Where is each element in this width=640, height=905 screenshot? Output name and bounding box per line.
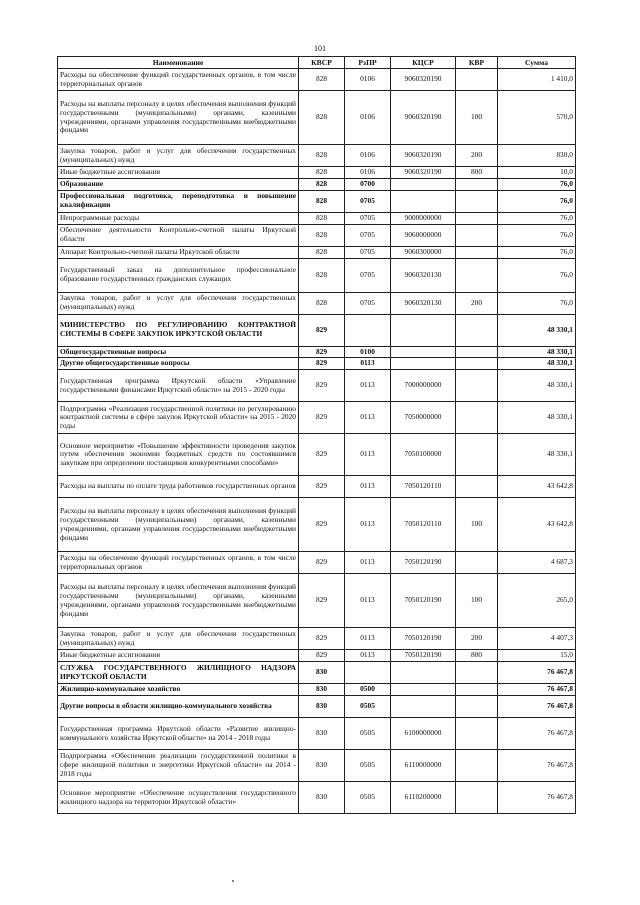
cell-kcsr: 7050120110 — [391, 476, 456, 498]
cell-kvr: 200 — [456, 145, 498, 167]
cell-rzpr: 0500 — [345, 684, 391, 696]
cell-rzpr: 0106 — [345, 91, 391, 145]
cell-name: Основное мероприятие «Повышение эффективности проведения закупок путем обеспечения экономии бюджетных средств по состоявшимся закупкам при определении поставщиков конкурентными способами» — [58, 434, 299, 476]
cell-rzpr: 0113 — [345, 628, 391, 650]
cell-rzpr: 0113 — [345, 402, 391, 434]
cell-kcsr — [391, 358, 456, 370]
cell-rzpr: 0106 — [345, 69, 391, 91]
cell-kvr — [456, 178, 498, 190]
cell-name: Расходы на выплаты персоналу в целях обеспечения выполнения функций государственными (муниципальными) органами, казенными учреждениями, органами управления государственными внебюджетными фондами — [58, 574, 299, 628]
cell-rzpr: 0505 — [345, 782, 391, 814]
cell-kvr — [456, 258, 498, 292]
cell-sum: 76,0 — [498, 190, 576, 212]
cell-kcsr: 6110200000 — [391, 782, 456, 814]
cell-kvsr: 828 — [299, 190, 345, 212]
cell-kcsr: 6110000000 — [391, 750, 456, 782]
cell-kvr — [456, 696, 498, 718]
table-row — [58, 782, 576, 814]
cell-kvsr: 828 — [299, 167, 345, 179]
cell-sum: 15,0 — [498, 650, 576, 662]
cell-kvsr: 829 — [299, 628, 345, 650]
cell-name: Государственная программа Иркутской области «Управление государственными финансами Иркутской области» на 2015 - 2020 годы — [58, 370, 299, 402]
table-row — [58, 402, 576, 434]
cell-sum: 1 410,0 — [498, 69, 576, 91]
cell-sum: 830,0 — [498, 145, 576, 167]
cell-sum: 43 642,8 — [498, 498, 576, 552]
cell-kvsr: 828 — [299, 178, 345, 190]
cell-kvr: 200 — [456, 292, 498, 314]
cell-name: Государственная программа Иркутской области «Развитие жилищно-коммунального хозяйства Иркутской области» на 2014 - 2018 годы — [58, 718, 299, 750]
cell-sum: 48 330,1 — [498, 370, 576, 402]
cell-sum: 76,0 — [498, 224, 576, 246]
cell-kcsr: 9060320190 — [391, 145, 456, 167]
column-header-rzpr: РзПР — [345, 57, 391, 69]
table-row — [58, 190, 576, 212]
cell-sum: 76 467,8 — [498, 750, 576, 782]
cell-kvsr: 830 — [299, 662, 345, 684]
cell-kvr: 800 — [456, 650, 498, 662]
table-header-row — [58, 57, 576, 69]
cell-name: Другие вопросы в области жилищно-коммунального хозяйства — [58, 696, 299, 718]
cell-kcsr: 7050000000 — [391, 402, 456, 434]
cell-sum: 76 467,8 — [498, 662, 576, 684]
cell-sum: 76,0 — [498, 246, 576, 258]
table-row — [58, 750, 576, 782]
cell-kvsr: 828 — [299, 258, 345, 292]
table-row — [58, 246, 576, 258]
cell-kvr: 100 — [456, 574, 498, 628]
cell-kvr — [456, 370, 498, 402]
table-row — [58, 212, 576, 224]
table-row — [58, 718, 576, 750]
cell-rzpr: 0100 — [345, 346, 391, 358]
cell-kvsr: 830 — [299, 782, 345, 814]
cell-name: Иные бюджетные ассигнования — [58, 650, 299, 662]
cell-kvr — [456, 190, 498, 212]
cell-rzpr: 0106 — [345, 167, 391, 179]
cell-kvsr: 828 — [299, 91, 345, 145]
cell-kcsr: 7050120190 — [391, 574, 456, 628]
cell-kvsr: 829 — [299, 434, 345, 476]
table-row — [58, 574, 576, 628]
cell-name: Образование — [58, 178, 299, 190]
cell-sum: 76,0 — [498, 258, 576, 292]
cell-kcsr: 7050120190 — [391, 552, 456, 574]
table-row — [58, 662, 576, 684]
cell-sum: 4 687,3 — [498, 552, 576, 574]
cell-kvsr: 830 — [299, 684, 345, 696]
cell-name: Подпрограмма «Реализация государственной политики по регулированию контрактной системы в сфере закупок Иркутской области» на 2015 - 2020 годы — [58, 402, 299, 434]
cell-kvsr: 830 — [299, 718, 345, 750]
cell-kcsr: 9060320130 — [391, 292, 456, 314]
table-row — [58, 167, 576, 179]
cell-kvr: 100 — [456, 91, 498, 145]
cell-name: Профессиональная подготовка, переподготовка и повышение квалификации — [58, 190, 299, 212]
cell-kcsr: 7000000000 — [391, 370, 456, 402]
cell-sum: 48 330,1 — [498, 434, 576, 476]
table-row — [58, 346, 576, 358]
cell-kvr — [456, 684, 498, 696]
cell-name: Непрограммные расходы — [58, 212, 299, 224]
cell-name: Подпрограмма «Обеспечение реализации государственной политики в сфере жилищной политики и энергетики Иркутской области» на 2014 - 2018 годы — [58, 750, 299, 782]
cell-rzpr — [345, 314, 391, 346]
cell-kvr — [456, 782, 498, 814]
column-header-kcsr: КЦСР — [391, 57, 456, 69]
cell-sum: 570,0 — [498, 91, 576, 145]
cell-kcsr — [391, 314, 456, 346]
cell-name: Основное мероприятие «Обеспечение осуществления государственного жилищного надзора на территории Иркутской области» — [58, 782, 299, 814]
cell-kcsr: 9060000000 — [391, 224, 456, 246]
cell-rzpr: 0113 — [345, 574, 391, 628]
cell-kvsr: 829 — [299, 314, 345, 346]
cell-kcsr: 9060320190 — [391, 91, 456, 145]
cell-rzpr: 0113 — [345, 498, 391, 552]
cell-sum: 76,0 — [498, 292, 576, 314]
cell-name: Аппарат Контрольно-счетной палаты Иркутской области — [58, 246, 299, 258]
cell-rzpr: 0705 — [345, 258, 391, 292]
cell-sum: 43 642,8 — [498, 476, 576, 498]
cell-kvsr: 830 — [299, 750, 345, 782]
cell-sum: 76,0 — [498, 212, 576, 224]
cell-kcsr: 9000000000 — [391, 212, 456, 224]
cell-kvsr: 828 — [299, 145, 345, 167]
column-header-kvsr: КВСР — [299, 57, 345, 69]
cell-kvr — [456, 750, 498, 782]
table-row — [58, 91, 576, 145]
cell-kvsr: 828 — [299, 69, 345, 91]
cell-rzpr: 0705 — [345, 212, 391, 224]
cell-sum: 76 467,8 — [498, 696, 576, 718]
table-row — [58, 628, 576, 650]
cell-sum: 76 467,8 — [498, 782, 576, 814]
cell-rzpr: 0113 — [345, 358, 391, 370]
cell-rzpr: 0113 — [345, 476, 391, 498]
cell-rzpr: 0705 — [345, 292, 391, 314]
cell-kcsr: 7050120190 — [391, 650, 456, 662]
table-row — [58, 145, 576, 167]
column-header-kvr: КВР — [456, 57, 498, 69]
cell-kvr — [456, 246, 498, 258]
table-body — [58, 69, 576, 814]
cell-kvsr: 829 — [299, 346, 345, 358]
cell-kvsr: 829 — [299, 498, 345, 552]
cell-rzpr: 0705 — [345, 246, 391, 258]
cell-name: Другие общегосударственные вопросы — [58, 358, 299, 370]
cell-sum: 76 467,8 — [498, 684, 576, 696]
cell-kcsr — [391, 662, 456, 684]
table-row — [58, 292, 576, 314]
table-row — [58, 370, 576, 402]
cell-name: Иные бюджетные ассигнования — [58, 167, 299, 179]
cell-kvr — [456, 212, 498, 224]
cell-rzpr: 0113 — [345, 370, 391, 402]
cell-name: СЛУЖБА ГОСУДАРСТВЕННОГО ЖИЛИЩНОГО НАДЗОРА ИРКУТСКОЙ ОБЛАСТИ — [58, 662, 299, 684]
cell-rzpr — [345, 662, 391, 684]
cell-name: Расходы на выплаты персоналу в целях обеспечения выполнения функций государственными (муниципальными) органами, казенными учреждениями, органами управления государственными внебюджетными фондами — [58, 91, 299, 145]
cell-kcsr: 9060320190 — [391, 167, 456, 179]
cell-rzpr: 0113 — [345, 552, 391, 574]
cell-kcsr: 7050100000 — [391, 434, 456, 476]
cell-name: Обеспечение деятельности Контрольно-счетной палаты Иркутской области — [58, 224, 299, 246]
cell-sum: 76,0 — [498, 178, 576, 190]
page-number: 101 — [314, 44, 326, 53]
cell-kvr: 200 — [456, 628, 498, 650]
table-row — [58, 178, 576, 190]
table-row — [58, 258, 576, 292]
table-row — [58, 434, 576, 476]
table-row — [58, 224, 576, 246]
cell-kcsr: 9060320190 — [391, 69, 456, 91]
cell-name: Расходы на обеспечение функций государственных органов, в том числе территориальных органов — [58, 69, 299, 91]
cell-kcsr: 9060320130 — [391, 258, 456, 292]
cell-rzpr: 0705 — [345, 190, 391, 212]
table-row — [58, 650, 576, 662]
cell-kvsr: 829 — [299, 358, 345, 370]
cell-kvr — [456, 662, 498, 684]
cell-rzpr: 0700 — [345, 178, 391, 190]
cell-kvsr: 829 — [299, 476, 345, 498]
cell-sum: 48 330,1 — [498, 358, 576, 370]
cell-kvr — [456, 434, 498, 476]
cell-kvr — [456, 402, 498, 434]
cell-kvsr: 828 — [299, 292, 345, 314]
cell-kvr — [456, 358, 498, 370]
cell-kvsr: 829 — [299, 650, 345, 662]
cell-kcsr — [391, 178, 456, 190]
table-row — [58, 314, 576, 346]
cell-name: Расходы на выплаты персоналу в целях обеспечения выполнения функций государственными (муниципальными) органами, казенными учреждениями, органами управления государственными внебюджетными фондами — [58, 498, 299, 552]
cell-name: Государственный заказ на дополнительное профессиональное образование государственных гражданских служащих — [58, 258, 299, 292]
column-header-sum: Сумма — [498, 57, 576, 69]
cell-kcsr — [391, 346, 456, 358]
cell-sum: 10,0 — [498, 167, 576, 179]
cell-rzpr: 0113 — [345, 434, 391, 476]
cell-sum: 48 330,1 — [498, 402, 576, 434]
cell-sum: 48 330,1 — [498, 346, 576, 358]
cell-kvsr: 828 — [299, 246, 345, 258]
cell-kvr — [456, 69, 498, 91]
cell-kcsr: 7050120190 — [391, 628, 456, 650]
table-row — [58, 696, 576, 718]
cell-kvsr: 828 — [299, 212, 345, 224]
cell-name: Закупка товаров, работ и услуг для обеспечения государственных (муниципальных) нужд — [58, 145, 299, 167]
table-row — [58, 69, 576, 91]
table-row — [58, 358, 576, 370]
cell-kvr — [456, 314, 498, 346]
cell-name: Расходы на выплаты по оплате труда работников государственных органов — [58, 476, 299, 498]
cell-kvr — [456, 552, 498, 574]
cell-kcsr — [391, 190, 456, 212]
cell-kcsr — [391, 696, 456, 718]
scan-speck — [232, 880, 234, 882]
budget-table — [57, 56, 576, 814]
cell-rzpr: 0705 — [345, 224, 391, 246]
cell-kvr — [456, 476, 498, 498]
cell-rzpr: 0505 — [345, 750, 391, 782]
cell-kvr: 100 — [456, 498, 498, 552]
cell-kvsr: 829 — [299, 574, 345, 628]
cell-rzpr: 0113 — [345, 650, 391, 662]
cell-kcsr: 9060300000 — [391, 246, 456, 258]
table-row — [58, 498, 576, 552]
cell-kvsr: 830 — [299, 696, 345, 718]
cell-name: Жилищно-коммунальное хозяйство — [58, 684, 299, 696]
cell-rzpr: 0106 — [345, 145, 391, 167]
cell-name: МИНИСТЕРСТВО ПО РЕГУЛИРОВАНИЮ КОНТРАКТНОЙ СИСТЕМЫ В СФЕРЕ ЗАКУПОК ИРКУТСКОЙ ОБЛАСТИ — [58, 314, 299, 346]
cell-kvr — [456, 346, 498, 358]
column-header-name: Наименование — [58, 57, 299, 69]
cell-kvr — [456, 718, 498, 750]
cell-name: Общегосударственные вопросы — [58, 346, 299, 358]
cell-sum: 48 330,1 — [498, 314, 576, 346]
cell-rzpr: 0505 — [345, 696, 391, 718]
table-row — [58, 476, 576, 498]
cell-kcsr: 6100000000 — [391, 718, 456, 750]
table-row — [58, 684, 576, 696]
cell-name: Расходы на обеспечение функций государственных органов, в том числе территориальных органов — [58, 552, 299, 574]
table-row — [58, 552, 576, 574]
cell-name: Закупка товаров, работ и услуг для обеспечения государственных (муниципальных) нужд — [58, 292, 299, 314]
cell-kvsr: 828 — [299, 224, 345, 246]
cell-kvr — [456, 224, 498, 246]
cell-name: Закупка товаров, работ и услуг для обеспечения государственных (муниципальных) нужд — [58, 628, 299, 650]
cell-kcsr: 7050120110 — [391, 498, 456, 552]
cell-kvr: 800 — [456, 167, 498, 179]
cell-rzpr: 0505 — [345, 718, 391, 750]
cell-sum: 76 467,8 — [498, 718, 576, 750]
cell-kvsr: 829 — [299, 370, 345, 402]
cell-kvsr: 829 — [299, 402, 345, 434]
cell-sum: 265,0 — [498, 574, 576, 628]
cell-sum: 4 407,3 — [498, 628, 576, 650]
cell-kvsr: 829 — [299, 552, 345, 574]
cell-kcsr — [391, 684, 456, 696]
